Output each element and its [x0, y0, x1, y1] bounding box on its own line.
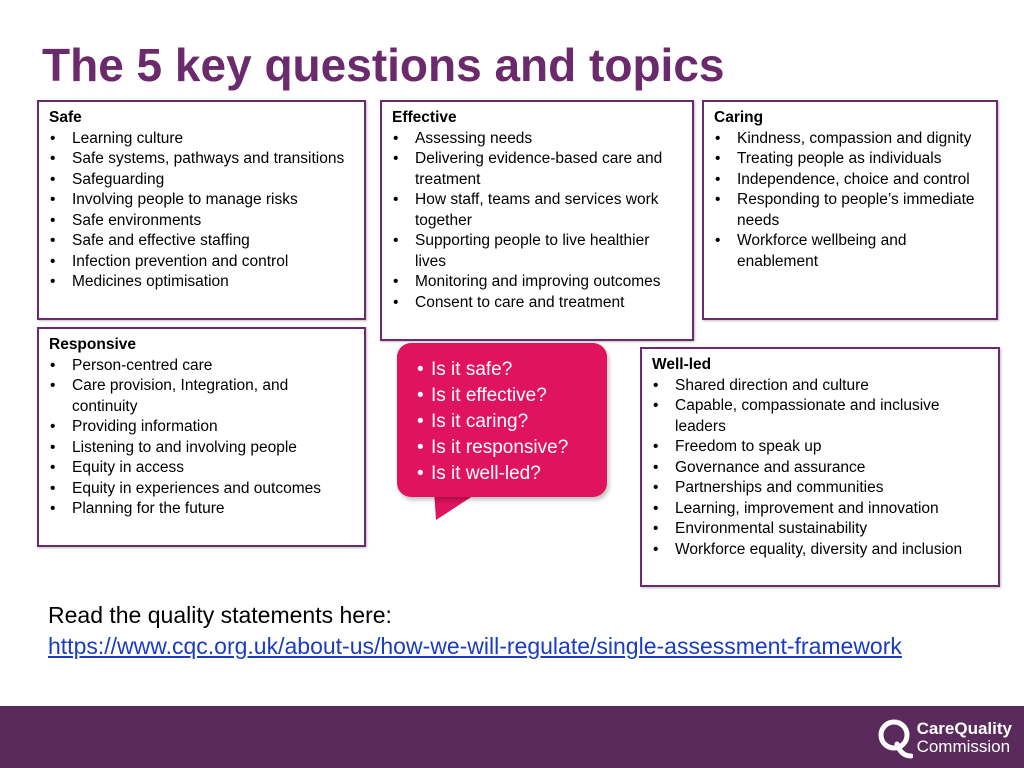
- cqc-logo-text: [917, 720, 1012, 756]
- list-item: • Is it responsive?: [417, 435, 597, 461]
- cqc-q-icon: [877, 716, 913, 760]
- list-item: • Kindness, compassion and dignity: [714, 129, 986, 150]
- safe-heading: Safe: [49, 109, 82, 126]
- list-item: • Assessing needs: [392, 129, 682, 150]
- list-item: • Care provision, Integration, and continuity: [49, 376, 354, 417]
- caring-list: [714, 129, 986, 273]
- list-item: • Partnerships and communities: [652, 478, 988, 499]
- list-item: • Supporting people to live healthier lives: [392, 231, 682, 272]
- list-item: • Listening to and involving people: [49, 438, 354, 459]
- list-item: • Delivering evidence-based care and treatment: [392, 149, 682, 190]
- list-item: • Is it well-led?: [417, 461, 597, 487]
- list-item: • Providing information: [49, 417, 354, 438]
- logo-line-2: Commission: [916, 737, 1011, 756]
- list-item: • Safe environments: [49, 211, 354, 232]
- list-item: • Medicines optimisation: [49, 272, 354, 293]
- responsive-heading: Responsive: [49, 336, 137, 353]
- list-item: • Governance and assurance: [652, 458, 988, 479]
- list-item: • Person-centred care: [49, 356, 354, 377]
- responsive-box: [37, 327, 366, 547]
- list-item: • Learning, improvement and innovation: [652, 499, 988, 520]
- logo-line-1: CareQuality: [916, 719, 1012, 738]
- list-item: • Is it caring?: [417, 409, 597, 435]
- list-item: • Infection prevention and control: [49, 252, 354, 273]
- list-item: • Is it safe?: [417, 357, 597, 383]
- footer-bar: [0, 706, 1024, 768]
- list-item: • Independence, choice and control: [714, 170, 986, 191]
- well-led-list: [652, 376, 988, 561]
- list-item: • Workforce wellbeing and enablement: [714, 231, 986, 272]
- well-led-heading: Well-led: [652, 356, 712, 373]
- list-item: • How staff, teams and services work together: [392, 190, 682, 231]
- key-questions-list: [417, 357, 597, 487]
- caring-heading: Caring: [714, 109, 764, 126]
- effective-heading: Effective: [392, 109, 457, 126]
- page-title: The 5 key questions and topics: [42, 39, 725, 91]
- safe-list: [49, 129, 354, 293]
- cqc-logo: [877, 716, 1012, 760]
- list-item: • Shared direction and culture: [652, 376, 988, 397]
- caring-box: [702, 100, 998, 320]
- effective-list: [392, 129, 682, 314]
- list-item: • Treating people as individuals: [714, 149, 986, 170]
- key-questions-bubble: [397, 343, 607, 497]
- list-item: • Environmental sustainability: [652, 519, 988, 540]
- well-led-box: [640, 347, 1000, 587]
- list-item: • Safe and effective staffing: [49, 231, 354, 252]
- list-item: • Capable, compassionate and inclusive leaders: [652, 396, 988, 437]
- list-item: • Planning for the future: [49, 499, 354, 520]
- list-item: • Learning culture: [49, 129, 354, 150]
- list-item: • Monitoring and improving outcomes: [392, 272, 682, 293]
- list-item: • Safeguarding: [49, 170, 354, 191]
- list-item: • Is it effective?: [417, 383, 597, 409]
- list-item: • Equity in access: [49, 458, 354, 479]
- quality-statements-link[interactable]: https://www.cqc.org.uk/about-us/how-we-will-regulate/single-assessment-framework: [48, 633, 902, 659]
- safe-box: [37, 100, 366, 320]
- list-item: • Consent to care and treatment: [392, 293, 682, 314]
- responsive-list: [49, 356, 354, 520]
- list-item: • Responding to people’s immediate needs: [714, 190, 986, 231]
- list-item: • Workforce equality, diversity and inclusion: [652, 540, 988, 561]
- read-statements-label: Read the quality statements here:: [48, 602, 392, 628]
- list-item: • Safe systems, pathways and transitions: [49, 149, 354, 170]
- effective-box: [380, 100, 694, 341]
- list-item: • Involving people to manage risks: [49, 190, 354, 211]
- list-item: • Freedom to speak up: [652, 437, 988, 458]
- list-item: • Equity in experiences and outcomes: [49, 479, 354, 500]
